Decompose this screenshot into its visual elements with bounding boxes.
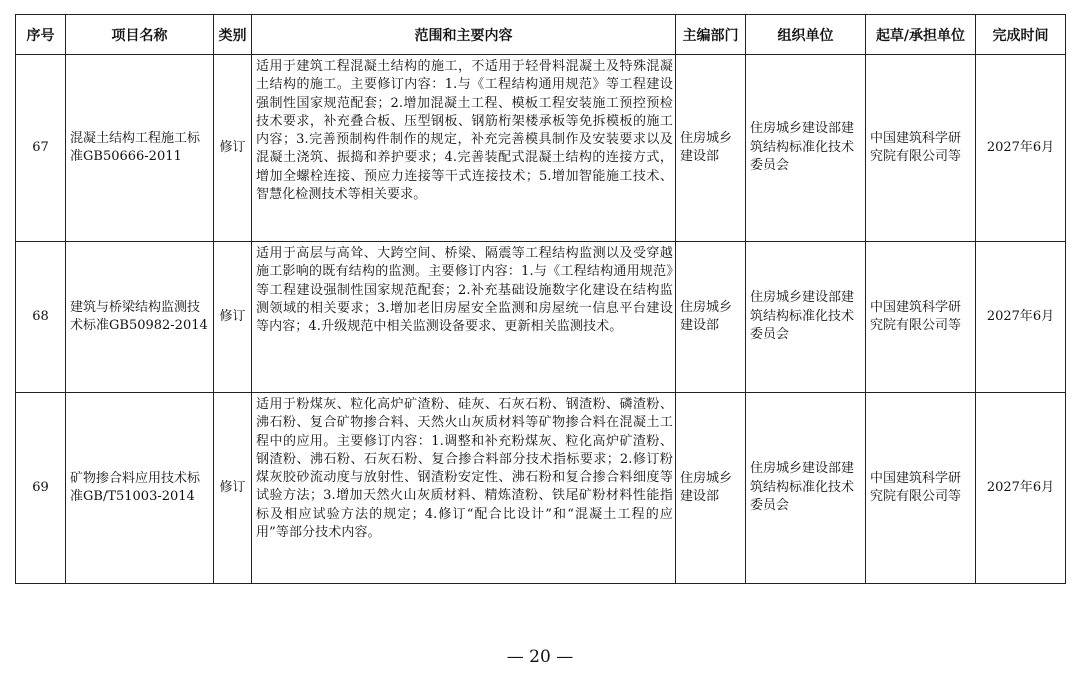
row-completion-date: 2027年6月 <box>976 393 1066 584</box>
header-category: 类别 <box>214 15 252 55</box>
row-organizer: 住房城乡建设部建筑结构标准化技术委员会 <box>746 393 866 584</box>
row-completion-date: 2027年6月 <box>976 242 1066 393</box>
row-organizer: 住房城乡建设部建筑结构标准化技术委员会 <box>746 242 866 393</box>
header-completion-date: 完成时间 <box>976 15 1066 55</box>
header-no: 序号 <box>16 15 66 55</box>
page-number: — 20 — <box>506 647 574 667</box>
header-scope-content: 范围和主要内容 <box>252 15 676 55</box>
table-row <box>16 393 1066 584</box>
row-scope-content: 适用于高层与高耸、大跨空间、桥梁、隔震等工程结构监测以及受穿越施工影响的既有结构的监测。主要修订内容：1.与《工程结构通用规范》等工程建设强制性国家规范配套；2.补充基础设施数字化建设在结构监测领域的相关要求；3.增加老旧房屋安全监测和房屋统一信息平台建设等内容；4.升级规范中相关监测设备要求、更新相关监测技术。 <box>252 242 676 393</box>
table-row <box>16 242 1066 393</box>
header-drafter: 起草/承担单位 <box>866 15 976 55</box>
row-scope-content: 适用于建筑工程混凝土结构的施工，不适用于轻骨料混凝土及特殊混凝土结构的施工。主要修订内容：1.与《工程结构通用规范》等工程建设强制性国家规范配套；2.增加混凝土工程、模板工程安装施工预控预检技术要求，补充叠合板、压型钢板、钢筋桁架楼承板等免拆模板的施工内容；3.完善预制构件制作的规定，补充完善模具制作及安装要求以及混凝土浇筑、振捣和养护要求；4.完善装配式混凝土结构的连接方式，增加全螺栓连接、预应力连接等干式连接技术；5.增加智能施工技术、智慧化检测技术等相关要求。 <box>252 55 676 242</box>
row-no: 68 <box>16 242 66 393</box>
row-lead-dept: 住房城乡建设部 <box>676 393 746 584</box>
standards-table-container <box>15 14 1065 584</box>
row-category: 修订 <box>214 242 252 393</box>
row-drafter: 中国建筑科学研究院有限公司等 <box>866 55 976 242</box>
row-project-name: 混凝土结构工程施工标准GB50666-2011 <box>66 55 214 242</box>
row-drafter: 中国建筑科学研究院有限公司等 <box>866 242 976 393</box>
row-organizer: 住房城乡建设部建筑结构标准化技术委员会 <box>746 55 866 242</box>
row-project-name: 建筑与桥梁结构监测技术标准GB50982-2014 <box>66 242 214 393</box>
standards-table <box>15 14 1066 584</box>
table-row <box>16 55 1066 242</box>
row-lead-dept: 住房城乡建设部 <box>676 242 746 393</box>
row-category: 修订 <box>214 55 252 242</box>
row-category: 修订 <box>214 393 252 584</box>
row-lead-dept: 住房城乡建设部 <box>676 55 746 242</box>
row-scope-content: 适用于粉煤灰、粒化高炉矿渣粉、硅灰、石灰石粉、钢渣粉、磷渣粉、沸石粉、复合矿物掺合料、天然火山灰质材料等矿物掺合料在混凝土工程中的应用。主要修订内容：1.调整和补充粉煤灰、粒化高炉矿渣粉、钢渣粉、沸石粉、石灰石粉、复合掺合料部分技术指标要求；2.修订粉煤灰胶砂流动度与放射性、钢渣粉安定性、沸石粉和复合掺合料细度等试验方法；3.增加天然火山灰质材料、精炼渣粉、铁尾矿粉材料性能指标及相应试验方法的规定；4.修订“配合比设计”和“混凝土工程的应用”等部分技术内容。 <box>252 393 676 584</box>
header-lead-dept: 主编部门 <box>676 15 746 55</box>
row-completion-date: 2027年6月 <box>976 55 1066 242</box>
row-no: 67 <box>16 55 66 242</box>
header-organizer: 组织单位 <box>746 15 866 55</box>
header-project-name: 项目名称 <box>66 15 214 55</box>
row-no: 69 <box>16 393 66 584</box>
row-drafter: 中国建筑科学研究院有限公司等 <box>866 393 976 584</box>
table-header-row <box>16 15 1066 55</box>
row-project-name: 矿物掺合料应用技术标准GB/T51003-2014 <box>66 393 214 584</box>
